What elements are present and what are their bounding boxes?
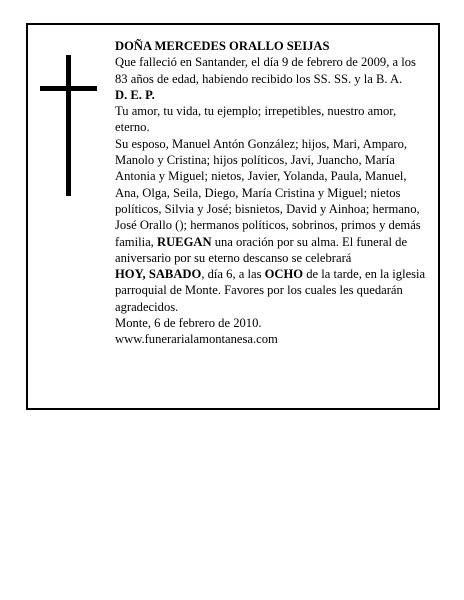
rip-line: D. E. P. xyxy=(115,87,155,102)
death-line: Que falleció en Santander, el día 9 de febrero de 2009, a los 83 años de edad, habiendo recibido los SS. SS. y la B. A. xyxy=(115,55,416,86)
website-link[interactable]: www.funerarialamontanesa.com xyxy=(115,332,278,347)
request-text: una oración por su alma. El funeral de aniversario por su eterno descanso se celebrará xyxy=(115,234,408,265)
funeral-location: de la tarde, en la iglesia parroquial de Monte. Favores por los cuales les quedarán agradecidos. xyxy=(115,267,426,314)
cross-vertical-bar xyxy=(66,55,71,196)
place-date: Monte, 6 de febrero de 2010. xyxy=(115,316,262,331)
cross-horizontal-bar xyxy=(40,86,97,91)
obituary-notice xyxy=(26,23,440,410)
family-text: Su esposo, Manuel Antón González; hijos, Mari, Amparo, Manolo y Cristina; hijos políticos, Javi, Juancho, María Antonia y Miguel; nietos, Javier, Yolanda, Paula, Manuel, Ana, Olga, Seila, Diego, María Cristina y Miguel; nietos políticos, Silvia y José; bisnietos, David y Ainhoa; hermano, José Orallo (); hermanos políticos, sobrinos, primos y demás familia, xyxy=(115,136,421,249)
ruegan-word: RUEGAN xyxy=(156,234,212,249)
funeral-hour: OCHO xyxy=(264,267,304,282)
funeral-details xyxy=(115,266,429,315)
notice-text xyxy=(115,38,429,348)
deceased-name: DOÑA MERCEDES ORALLO SEIJAS xyxy=(115,39,330,53)
tribute-line: Tu amor, tu vida, tu ejemplo; irrepetibles, nuestro amor, eterno. xyxy=(115,104,397,135)
family-list xyxy=(115,136,429,266)
funeral-day-rest: , día 6, a las xyxy=(201,267,265,282)
funeral-day: HOY, SABADO xyxy=(115,267,202,282)
